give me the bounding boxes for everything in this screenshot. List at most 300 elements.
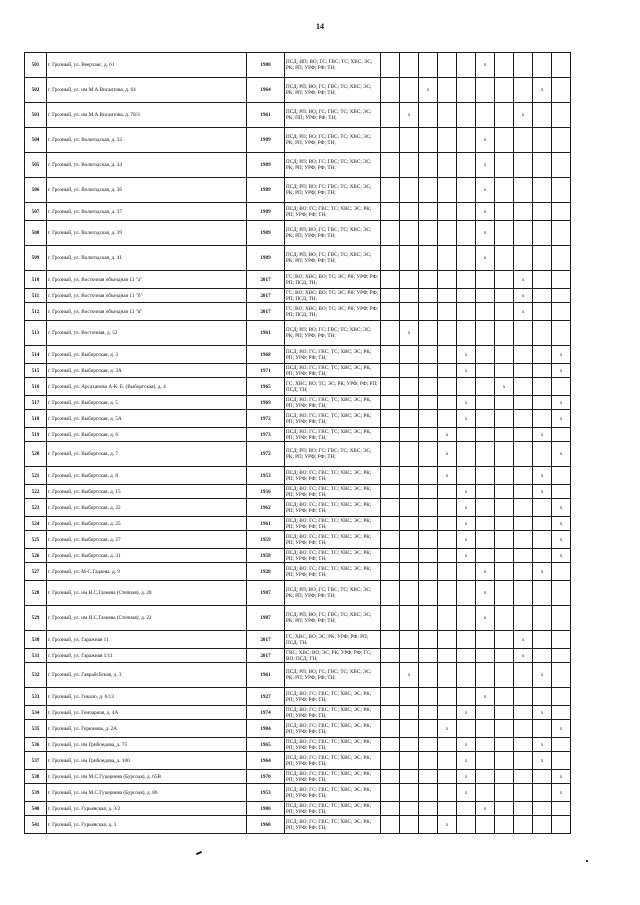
period-cell: [400, 271, 419, 289]
address-cell: г. Грозный, ул. Вологодская, д. 37: [47, 203, 247, 221]
period-cell: [381, 720, 400, 738]
period-cell: [419, 738, 438, 752]
address-cell: г. Грозный, ул. Гурьевская, д. 3: [47, 816, 247, 834]
period-cell: [438, 663, 457, 688]
period-cell: [438, 378, 457, 396]
address-cell: г. Грозный, ул. им М.С.Гуцериева (Бурсоая), д. 65В: [47, 770, 247, 784]
year-cell: 1964: [247, 752, 285, 770]
table-row: [25, 378, 571, 396]
row-number: 507: [25, 203, 47, 221]
period-cell: [438, 688, 457, 706]
table-row: [25, 103, 571, 128]
period-cell: [533, 688, 552, 706]
period-cell: [419, 203, 438, 221]
works-codes-cell: ПСД; ВО; ГС; ГВС; ТС; ХВС; ЭС; РК; РП; УРФ; РФ; ТН;: [285, 549, 381, 563]
period-cell: x: [533, 663, 552, 688]
address-cell: г. Грозный, ул. Выборгская, д. 22: [47, 499, 247, 517]
works-codes-cell: ПСД; РП; ВО; ГС; ГВС; ТС; ХВС; ЭС; РК; РП; УРФ; РФ; ТН;: [285, 246, 381, 271]
address-cell: г. Грозный, ул. Восточная, д. 52: [47, 321, 247, 346]
address-cell: г. Грозный, ул. Гаврайсйская, д. 3: [47, 663, 247, 688]
period-cell: [419, 499, 438, 517]
works-codes-cell: ПСД; ВО; ГС; ГВС; ТС; ХВС; ЭС; РК; РП; УРФ; РФ; ТН;: [285, 517, 381, 531]
period-cell: [457, 563, 476, 581]
period-cell: [495, 346, 514, 364]
period-cell: [400, 752, 419, 770]
period-cell: [381, 802, 400, 816]
address-cell: г. Грозный, ул. Выборгская, д. 8: [47, 467, 247, 485]
period-cell: [495, 303, 514, 321]
period-cell: [533, 720, 552, 738]
period-cell: [533, 103, 552, 128]
address-cell: г. Грозный, ул. Вологодская, д. 41: [47, 246, 247, 271]
period-cell: [381, 688, 400, 706]
period-cell: [438, 53, 457, 78]
period-cell: [533, 770, 552, 784]
row-number: 511: [25, 289, 47, 303]
period-cell: [438, 178, 457, 203]
period-cell: [438, 78, 457, 103]
period-cell: x: [533, 485, 552, 499]
period-cell: [419, 770, 438, 784]
period-cell: [419, 581, 438, 606]
row-number: 515: [25, 364, 47, 378]
period-cell: [495, 802, 514, 816]
period-cell: [438, 784, 457, 802]
row-number: 533: [25, 688, 47, 706]
period-cell: [552, 563, 571, 581]
period-cell: x: [533, 563, 552, 581]
works-codes-cell: ПСД; ВО; ГС; ГВС; ТС; ХВС; ЭС; РК; РП; УРФ; РФ; ТН;: [285, 346, 381, 364]
period-cell: [476, 103, 495, 128]
year-cell: 1965: [247, 378, 285, 396]
period-cell: x: [457, 706, 476, 720]
period-cell: [552, 103, 571, 128]
year-cell: 1989: [247, 203, 285, 221]
period-cell: x: [457, 549, 476, 563]
period-cell: [457, 428, 476, 442]
address-cell: г. Грозный, ул. им Грибоедова, д. 75: [47, 738, 247, 752]
works-codes-cell: ПСД; ВО; ГС; ГВС; ТС; ХВС; ЭС; РК; РП; УРФ; РФ; ТН;: [285, 410, 381, 428]
period-cell: [419, 688, 438, 706]
works-codes-cell: ПСД; РП; ВО; ГС; ГВС; ТС; ХВС; ЭС; РК; РП; УРФ; РФ; ТН;: [285, 178, 381, 203]
period-cell: [495, 784, 514, 802]
period-cell: [514, 246, 533, 271]
period-cell: [381, 378, 400, 396]
period-cell: [381, 203, 400, 221]
row-number: 513: [25, 321, 47, 346]
period-cell: [552, 271, 571, 289]
period-cell: x: [457, 784, 476, 802]
period-cell: [457, 289, 476, 303]
period-cell: x: [400, 103, 419, 128]
period-cell: [457, 802, 476, 816]
period-cell: [476, 816, 495, 834]
period-cell: [514, 688, 533, 706]
period-cell: [400, 378, 419, 396]
period-cell: [457, 153, 476, 178]
period-cell: [381, 321, 400, 346]
year-cell: 1953: [247, 467, 285, 485]
table-row: [25, 271, 571, 289]
year-cell: 2017: [247, 649, 285, 663]
row-number: 504: [25, 128, 47, 153]
period-cell: [457, 606, 476, 631]
period-cell: [457, 816, 476, 834]
address-cell: г. Грозный, ул. Выборгская, д. 5: [47, 396, 247, 410]
period-cell: x: [552, 499, 571, 517]
period-cell: [400, 203, 419, 221]
year-cell: 1961: [247, 663, 285, 688]
period-cell: [457, 271, 476, 289]
period-cell: [400, 738, 419, 752]
period-cell: [476, 770, 495, 784]
period-cell: [533, 631, 552, 649]
period-cell: [533, 442, 552, 467]
period-cell: [495, 271, 514, 289]
period-cell: [514, 606, 533, 631]
table-row: [25, 770, 571, 784]
works-codes-cell: ПСД; РП; ВО; ГС; ГВС; ТС; ХВС; ЭС; РК; РП; УРФ; РФ; ТН;: [285, 581, 381, 606]
period-cell: [495, 467, 514, 485]
row-number: 519: [25, 428, 47, 442]
row-number: 531: [25, 649, 47, 663]
period-cell: [533, 221, 552, 246]
works-codes-cell: ПСД; ВО; ГС; ГВС; ТС; ХВС; ЭС; РК; РП; УРФ; РФ; ТН;: [285, 706, 381, 720]
period-cell: [381, 428, 400, 442]
table-row: [25, 802, 571, 816]
period-cell: [552, 203, 571, 221]
period-cell: x: [552, 442, 571, 467]
period-cell: [495, 649, 514, 663]
period-cell: [438, 752, 457, 770]
scan-mark: [196, 851, 202, 855]
period-cell: [533, 517, 552, 531]
period-cell: [533, 410, 552, 428]
period-cell: [495, 364, 514, 378]
period-cell: [438, 517, 457, 531]
period-cell: [476, 485, 495, 499]
period-cell: [476, 720, 495, 738]
works-codes-cell: ГВС; ХВС; ВО; ЭС; РК; УРФ; РФ; ГС; ВО; ПСД; ТН;: [285, 649, 381, 663]
period-cell: [419, 103, 438, 128]
period-cell: [514, 221, 533, 246]
period-cell: [514, 517, 533, 531]
period-cell: [476, 467, 495, 485]
period-cell: [495, 549, 514, 563]
address-cell: г. Грозный, ул. им Н.С.Гаэиева (Степная), д. 20: [47, 581, 247, 606]
period-cell: [457, 581, 476, 606]
period-cell: [381, 410, 400, 428]
period-cell: [438, 802, 457, 816]
row-number: 509: [25, 246, 47, 271]
period-cell: [381, 770, 400, 784]
period-cell: [381, 631, 400, 649]
period-cell: [495, 178, 514, 203]
period-cell: [419, 485, 438, 499]
year-cell: 1968: [247, 346, 285, 364]
period-cell: [457, 321, 476, 346]
period-cell: [514, 346, 533, 364]
year-cell: 1961: [247, 103, 285, 128]
period-cell: [476, 364, 495, 378]
period-cell: [419, 549, 438, 563]
works-codes-cell: ПСД; РП; ВО; ГС; ГВС; ТС; ХВС; ЭС; РК; РП; УРФ; РФ; ТН;: [285, 78, 381, 103]
period-cell: [419, 606, 438, 631]
row-number: 501: [25, 53, 47, 78]
period-cell: [495, 78, 514, 103]
address-cell: г. Грозный, ул. Выборгская, д. 6: [47, 428, 247, 442]
table-row: [25, 752, 571, 770]
period-cell: [419, 720, 438, 738]
period-cell: [400, 499, 419, 517]
year-cell: 1972: [247, 410, 285, 428]
works-codes-cell: ПСД; ВО; ГС; ГВС; ТС; ХВС; ЭС; РК; РП; УРФ; РФ; ТН;: [285, 485, 381, 499]
period-cell: [419, 396, 438, 410]
table-row: [25, 688, 571, 706]
row-number: 535: [25, 720, 47, 738]
period-cell: x: [533, 78, 552, 103]
period-cell: [419, 784, 438, 802]
period-cell: [419, 631, 438, 649]
table-row: [25, 178, 571, 203]
year-cell: 1956: [247, 485, 285, 499]
period-cell: x: [400, 321, 419, 346]
period-cell: [514, 770, 533, 784]
row-number: 539: [25, 784, 47, 802]
period-cell: [552, 663, 571, 688]
period-cell: [381, 178, 400, 203]
period-cell: x: [514, 303, 533, 321]
period-cell: [495, 53, 514, 78]
period-cell: [495, 688, 514, 706]
address-cell: г. Грозный, ул. Выборгская, д. 15: [47, 485, 247, 499]
period-cell: [381, 289, 400, 303]
works-codes-cell: ПСД; ИП; ВО; ГС; ГВС; ТС; ХВС; ЭС; РК; РП; УРФ; РФ; ТН;: [285, 53, 381, 78]
row-number: 518: [25, 410, 47, 428]
row-number: 503: [25, 103, 47, 128]
works-codes-cell: ПСД; РП; ВО; ГС; ГВС; ТС; ХВС; ЭС; РК; РП; УРФ; РФ; ТН;: [285, 663, 381, 688]
period-cell: [476, 428, 495, 442]
year-cell: 1989: [247, 246, 285, 271]
period-cell: [400, 517, 419, 531]
period-cell: [400, 784, 419, 802]
period-cell: [552, 816, 571, 834]
period-cell: x: [419, 78, 438, 103]
period-cell: x: [457, 396, 476, 410]
period-cell: [552, 428, 571, 442]
table-row: [25, 321, 571, 346]
period-cell: [419, 802, 438, 816]
period-cell: [419, 128, 438, 153]
period-cell: [457, 178, 476, 203]
period-cell: [552, 289, 571, 303]
period-cell: [495, 442, 514, 467]
period-cell: [381, 738, 400, 752]
row-number: 536: [25, 738, 47, 752]
period-cell: [381, 606, 400, 631]
table-row: [25, 784, 571, 802]
period-cell: [552, 631, 571, 649]
period-cell: [514, 485, 533, 499]
period-cell: [495, 499, 514, 517]
address-cell: г. Грозный, ул. Вологодская, д. 32: [47, 128, 247, 153]
address-cell: г. Грозный, ул. Выборгская, д. 3: [47, 346, 247, 364]
period-cell: [400, 706, 419, 720]
period-cell: x: [457, 485, 476, 499]
table-row: [25, 78, 571, 103]
period-cell: [381, 517, 400, 531]
row-number: 540: [25, 802, 47, 816]
works-codes-cell: ПСД; РП; ВО; ГС; ГВС; ТС; ХВС; ЭС; РК; РП; УРФ; РФ; ТН;: [285, 606, 381, 631]
period-cell: [552, 321, 571, 346]
year-cell: 1961: [247, 321, 285, 346]
address-cell: г. Грозный, ул. Выборгская, д. 7: [47, 442, 247, 467]
period-cell: [381, 467, 400, 485]
period-cell: [457, 378, 476, 396]
period-cell: [457, 53, 476, 78]
row-number: 521: [25, 467, 47, 485]
row-number: 534: [25, 706, 47, 720]
row-number: 510: [25, 271, 47, 289]
address-cell: г. Грозный, ул. им М.А.Висаитова, д. 78/3: [47, 103, 247, 128]
year-cell: 1980: [247, 53, 285, 78]
period-cell: [381, 128, 400, 153]
year-cell: 1928: [247, 563, 285, 581]
year-cell: 2017: [247, 271, 285, 289]
year-cell: 2017: [247, 289, 285, 303]
works-codes-cell: ГС; ХВС; ВО; ТС; ЭС; РК; УРФ; РФ; РП; ПСД; ТН;: [285, 378, 381, 396]
year-cell: 1927: [247, 688, 285, 706]
table-row: [25, 563, 571, 581]
period-cell: [495, 428, 514, 442]
year-cell: 2017: [247, 631, 285, 649]
period-cell: [552, 178, 571, 203]
row-number: 516: [25, 378, 47, 396]
year-cell: 1989: [247, 128, 285, 153]
period-cell: [438, 649, 457, 663]
period-cell: [514, 720, 533, 738]
period-cell: [495, 706, 514, 720]
period-cell: [419, 706, 438, 720]
period-cell: [552, 246, 571, 271]
period-cell: x: [514, 649, 533, 663]
year-cell: 1984: [247, 720, 285, 738]
period-cell: [438, 549, 457, 563]
period-cell: [476, 378, 495, 396]
period-cell: [514, 410, 533, 428]
period-cell: [552, 752, 571, 770]
period-cell: [514, 78, 533, 103]
period-cell: [400, 346, 419, 364]
works-codes-cell: ПСД; ВО; ГС; ГВС; ТС; ХВС; ЭС; РК; РП; УРФ; РФ; ТН;: [285, 203, 381, 221]
address-cell: г. Грозный, ул. им Н.С.Гаэиева (Степная), д. 22: [47, 606, 247, 631]
period-cell: [476, 410, 495, 428]
period-cell: [533, 153, 552, 178]
address-cell: г. Грозный, ул. Восточная объездная 13 "в": [47, 303, 247, 321]
period-cell: [533, 203, 552, 221]
period-cell: [419, 53, 438, 78]
period-cell: [438, 410, 457, 428]
period-cell: [381, 563, 400, 581]
year-cell: 1989: [247, 221, 285, 246]
table-row: [25, 549, 571, 563]
address-cell: г. Грозный, ул. им Грибоедова, д. 100: [47, 752, 247, 770]
period-cell: [381, 396, 400, 410]
period-cell: [533, 364, 552, 378]
period-cell: [533, 649, 552, 663]
address-cell: г. Грозный, ул. Вологодская, д. 39: [47, 221, 247, 246]
period-cell: [476, 663, 495, 688]
period-cell: [381, 346, 400, 364]
period-cell: [438, 738, 457, 752]
period-cell: [476, 738, 495, 752]
period-cell: [438, 246, 457, 271]
table-row: [25, 467, 571, 485]
period-cell: x: [457, 499, 476, 517]
period-cell: x: [552, 720, 571, 738]
works-codes-cell: ГС; ВО; ХВС; ВО; ТС; ЭС; РК; УРФ; РФ; РП; ПСД; ТН;: [285, 271, 381, 289]
period-cell: x: [457, 346, 476, 364]
table-row: [25, 649, 571, 663]
period-cell: [495, 153, 514, 178]
row-number: 530: [25, 631, 47, 649]
period-cell: [514, 442, 533, 467]
year-cell: 2017: [247, 303, 285, 321]
period-cell: [419, 663, 438, 688]
period-cell: x: [457, 531, 476, 549]
period-cell: [476, 499, 495, 517]
period-cell: [476, 631, 495, 649]
period-cell: [400, 410, 419, 428]
period-cell: [400, 396, 419, 410]
period-cell: x: [400, 663, 419, 688]
works-codes-cell: ПСД; ВО; ГС; ГВС; ТС; ХВС; ЭС; РК; РП; УРФ; РФ; ТН;: [285, 688, 381, 706]
period-cell: [381, 581, 400, 606]
period-cell: [438, 485, 457, 499]
address-cell: г. Грозный, ул. Арсаханова А-К. Б. (Выборгская), д. 4: [47, 378, 247, 396]
table-row: [25, 720, 571, 738]
period-cell: [457, 246, 476, 271]
period-cell: [400, 549, 419, 563]
period-cell: [438, 706, 457, 720]
period-cell: [419, 428, 438, 442]
period-cell: [400, 221, 419, 246]
period-cell: [514, 128, 533, 153]
period-cell: x: [552, 531, 571, 549]
address-cell: г. Грозный, ул. Гончарная, д. 4А: [47, 706, 247, 720]
period-cell: [457, 78, 476, 103]
period-cell: [419, 289, 438, 303]
period-cell: [495, 531, 514, 549]
year-cell: 1958: [247, 549, 285, 563]
period-cell: [457, 103, 476, 128]
row-number: 523: [25, 499, 47, 517]
period-cell: x: [457, 738, 476, 752]
period-cell: [438, 396, 457, 410]
table-row: [25, 246, 571, 271]
period-cell: [419, 321, 438, 346]
period-cell: [514, 467, 533, 485]
period-cell: [476, 706, 495, 720]
period-cell: [514, 663, 533, 688]
period-cell: [419, 246, 438, 271]
period-cell: [400, 78, 419, 103]
period-cell: x: [552, 784, 571, 802]
period-cell: [495, 221, 514, 246]
works-codes-cell: ГС; ВО; ХВС; ВО; ТС; ЭС; РК; УРФ; РФ; РП; ПСД; ТН;: [285, 303, 381, 321]
table-body: [25, 53, 571, 834]
period-cell: [514, 563, 533, 581]
